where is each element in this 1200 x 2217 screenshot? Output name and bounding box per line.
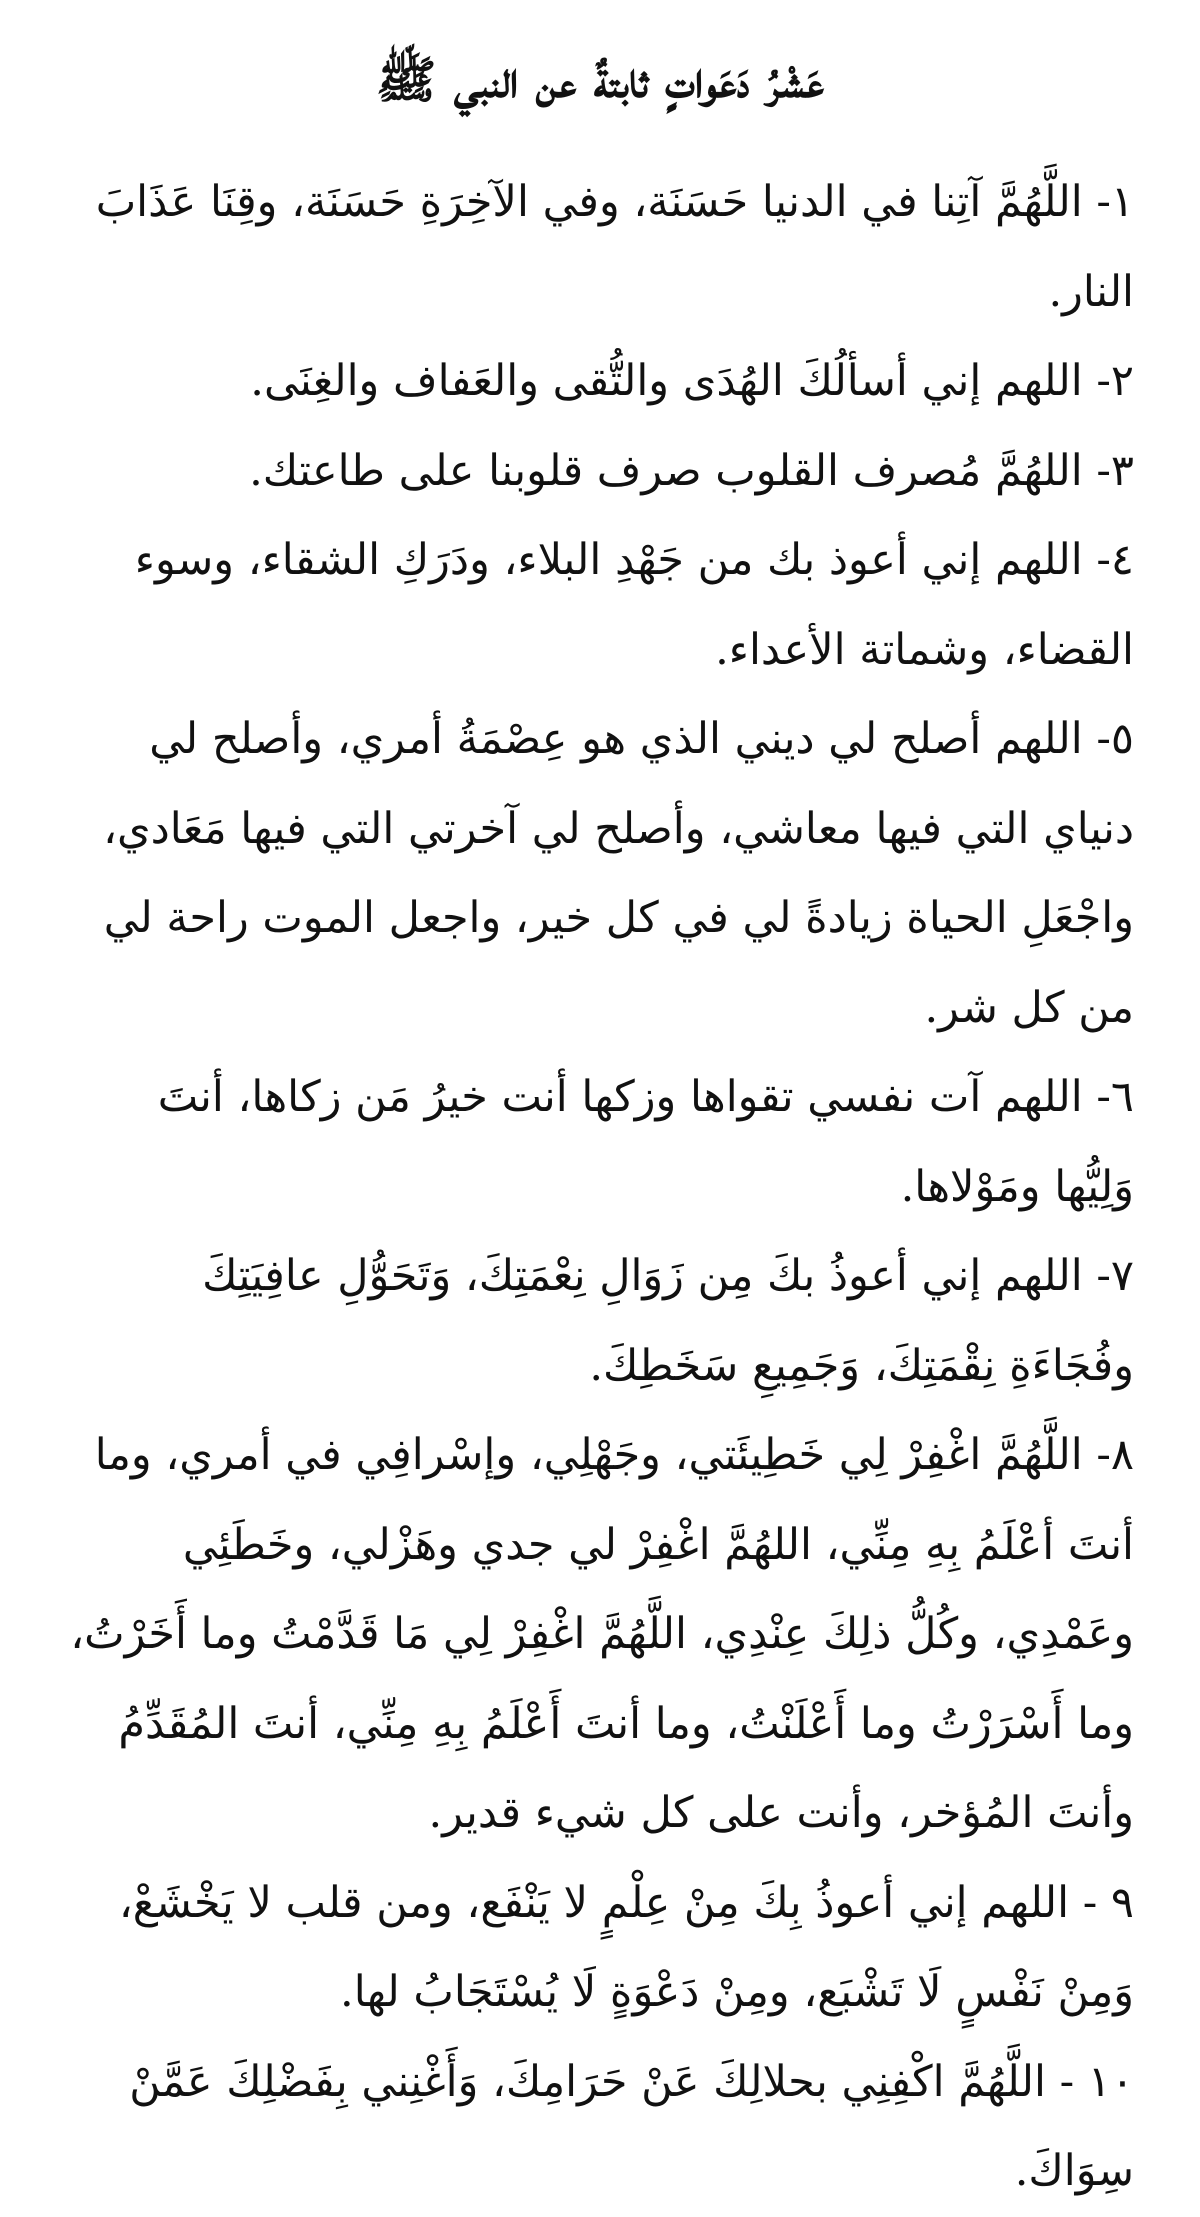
dua-item-4: ٤- اللهم إني أعوذ بك من جَهْدِ البلاء، ودَرَكِ الشقاء، وسوء القضاء، وشماتة الأعداء. <box>134 535 1134 675</box>
dua-item-5: ٥- اللهم أصلح لي ديني الذي هو عِصْمَةُ أمري، وأصلح لي دنياي التي فيها معاشي، وأصلح لي آخرتي التي فيها مَعَادي، واجْعَلِ الحياة زيادةً لي في كل خير، واجعل الموت راحة لي من كل شر. <box>103 714 1134 1033</box>
dua-item-2: ٢- اللهم إني أسألُكَ الهُدَى والتُّقى والعَفاف والغِنَى. <box>250 356 1134 406</box>
dua-item-6: ٦- اللهم آت نفسي تقواها وزكها أنت خيرُ مَن زكاها، أنتَ وَلِيُّها ومَوْلاها. <box>157 1072 1134 1212</box>
dua-item-9: ٩ - اللهم إني أعوذُ بِكَ مِنْ عِلْمٍ لا يَنْفَع، ومن قلب لا يَخْشَعْ، وَمِنْ نَفْسٍ لَا تَشْبَع، ومِنْ دَعْوَةٍ لَا يُسْتَجَابُ لها. <box>118 1877 1134 2017</box>
dua-item-3: ٣- اللهُمَّ مُصرف القلوب صرف قلوبنا على طاعتك. <box>249 445 1134 496</box>
dua-item-7: ٧- اللهم إني أعوذُ بكَ مِن زَوَالِ نِعْمَتِكَ، وَتَحَوُّلِ عافِيَتِكَ وفُجَاءَةِ نِقْمَتِكَ، وَجَمِيعِ سَخَطِكَ. <box>202 1251 1134 1391</box>
dua-item-8: ٨- اللَّهُمَّ اغْفِرْ لِي خَطِيئَتي، وجَهْلِي، وإسْرافِي في أمري، وما أنتَ أعْلَمُ بِهِ مِنِّي، اللهُمَّ اغْفِرْ لي جدي وهَزْلي، وخَطَئِي وعَمْدِي، وكُلُّ ذلِكَ عِنْدِي، اللَّهُمَّ اغْفِرْ لِي مَا قَدَّمْتُ وما أَخَرْتُ، وما أَسْرَرْتُ وما أَعْلَنْتُ، وما أنتَ أَعْلَمُ بِهِ مِنِّي، أنتَ المُقَدِّمُ وأنتَ المُؤخر، وأنت على كل شيء قدير. <box>70 1430 1134 1838</box>
page-title: عَشْرُ دَعَواتٍ ثابتةٌ عن النبي ﷺ <box>376 50 824 109</box>
dua-list <box>66 158 1134 2217</box>
dua-item-1: ١- اللَّهُمَّ آتِنا في الدنيا حَسَنَة، وفي الآخِرَةِ حَسَنَة، وقِنَا عَذَابَ النار. <box>95 177 1134 317</box>
dua-item-10: ١٠ - اللَّهُمَّ اكْفِنِي بحلالِكَ عَنْ حَرَامِكَ، وَأَغْنِني بِفَضْلِكَ عَمَّنْ سِوَاكَ. <box>129 2056 1134 2196</box>
